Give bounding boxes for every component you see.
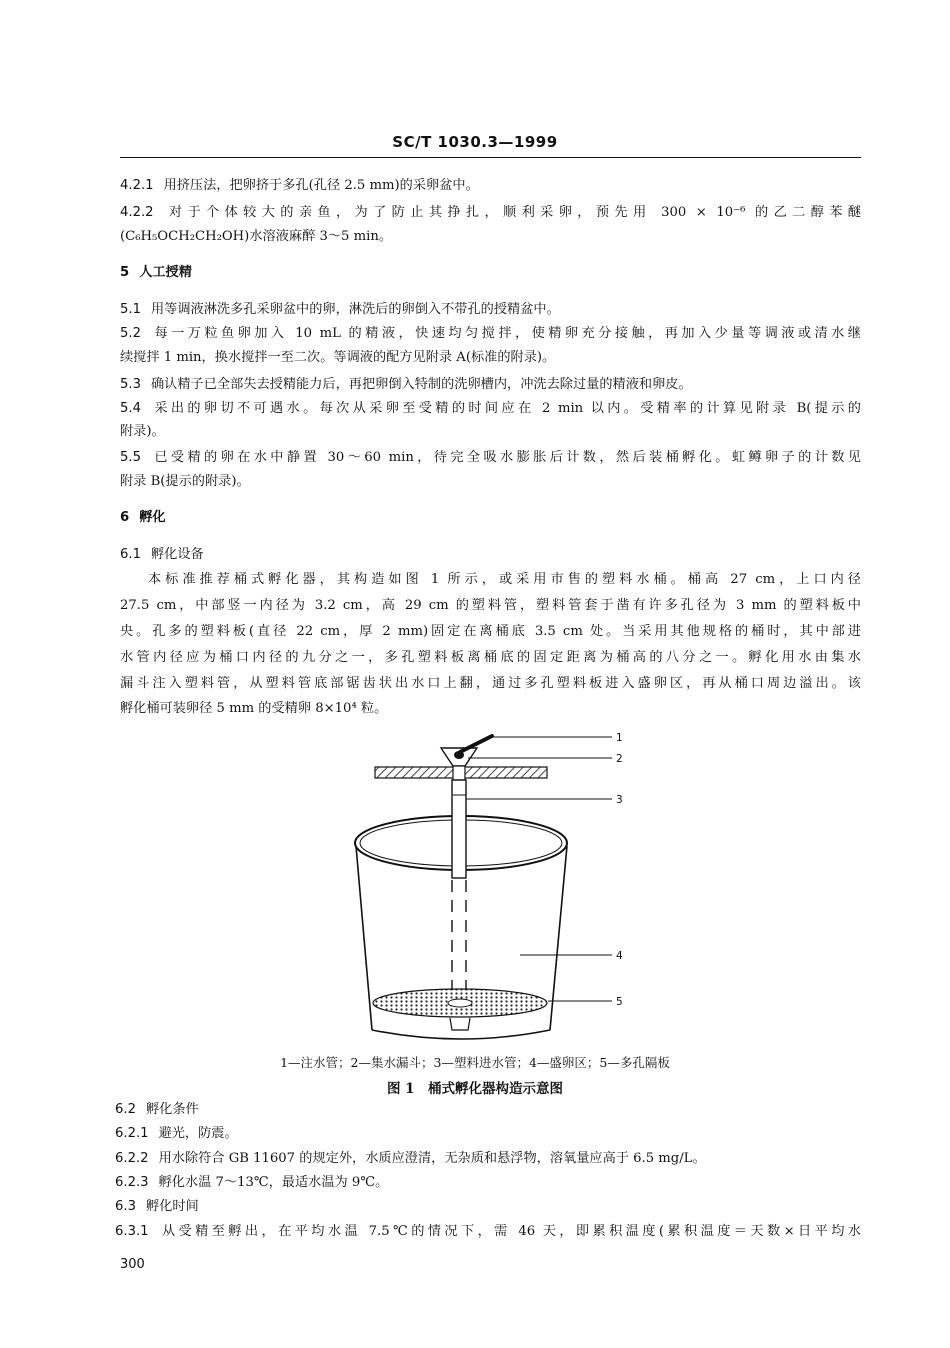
clause-6-2: 6.2 孵化条件 [115,1102,199,1117]
header-rule [120,157,861,158]
clause-6-1: 6.1 孵化设备 [120,547,204,562]
plastic-inlet-pipe [452,780,466,990]
clause-5-3: 5.3 确认精子已全部失去授精能力后，再把卵倒入特制的洗卵槽内，冲洗去除过量的精液和卵皮。 [120,377,692,392]
callout-1: 1 [616,732,623,744]
body-paragraph-line-1: 本标准推荐桶式孵化器，其构造如图 1 所示，或采用市售的塑料水桶。桶高 27 cm，上口内径 [148,572,861,587]
clause-4-2-2-cont: (C₆H₅OCH₂CH₂OH)水溶液麻醉 3～5 min。 [120,229,393,244]
clause-6-2-1: 6.2.1 避光，防震。 [115,1126,238,1141]
clause-6-2-2: 6.2.2 用水除符合 GB 11607 的规定外，水质应澄清，无杂质和悬浮物，溶氧量应高于 6.5 mg/L。 [115,1151,706,1166]
body-paragraph-line-4: 水管内径应为桶口内径的九分之一，多孔塑料板离桶底的固定距离为桶高的八分之一。孵化用水由集水 [120,650,861,665]
callout-5: 5 [616,996,623,1008]
figure-title: 图 1 桶式孵化器构造示意图 [386,1081,564,1097]
clause-4-2-2: 4.2.2 对于个体较大的亲鱼，为了防止其挣扎，顺利采卵，预先用 300 × 10⁻⁶ 的乙二醇苯醚 [120,205,861,220]
body-paragraph-line-6: 孵化桶可装卵径 5 mm 的受精卵 8×10⁴ 粒。 [120,701,388,716]
clause-5-4-cont: 附录)。 [120,424,165,439]
section-6-heading: 6 孵化 [120,510,166,525]
callout-2: 2 [616,753,623,765]
callout-3: 3 [616,794,623,806]
page-number: 300 [120,1257,145,1272]
clause-5-2: 5.2 每一万粒鱼卵加入 10 mL 的精液，快速均匀搅拌，使精卵充分接触，再加入少量等调液或清水继 [120,326,861,341]
figure-legend: 1—注水管；2—集水漏斗；3—塑料进水管；4—盛卵区；5—多孔隔板 [280,1055,670,1070]
clause-6-2-3: 6.2.3 孵化水温 7～13℃，最适水温为 9℃。 [115,1175,389,1190]
document-code-header: SC/T 1030.3—1999 [392,133,558,151]
callout-4: 4 [616,950,623,962]
clause-5-1: 5.1 用等调液淋洗多孔采卵盆中的卵，淋洗后的卵倒入不带孔的授精盆中。 [120,302,560,317]
clause-4-2-1: 4.2.1 用挤压法，把卵挤于多孔(孔径 2.5 mm)的采卵盆中。 [120,178,479,193]
bucket-hatcher-diagram [0,720,950,1050]
body-paragraph-line-5: 漏斗注入塑料管，从塑料管底部锯齿状出水口上翻，通过多孔塑料板进入盛卵区，再从桶口周边溢出。该 [120,676,861,691]
section-5-heading: 5 人工授精 [120,265,192,280]
clause-6-3: 6.3 孵化时间 [115,1199,199,1214]
clause-5-5-cont: 附录 B(提示的附录)。 [120,474,250,489]
body-paragraph-line-3: 央。孔多的塑料板(直径 22 cm，厚 2 mm)固定在离桶底 3.5 cm 处。当采用其他规格的桶时，其中部进 [120,624,861,639]
clause-6-3-1: 6.3.1 从受精至孵出，在平均水温 7.5℃的情况下，需 46 天，即累积温度(累积温度＝天数×日平均水 [115,1224,861,1239]
perforated-plate [373,989,547,1030]
clause-5-2-cont: 续搅拌 1 min，换水搅拌一至二次。等调液的配方见附录 A(标准的附录)。 [120,350,556,365]
clause-5-5: 5.5 已受精的卵在水中静置 30～60 min，待完全吸水膨胀后计数，然后装桶孵化。虹鳟卵子的计数见 [120,450,861,465]
body-paragraph-line-2: 27.5 cm，中部竖一内径为 3.2 cm，高 29 cm 的塑料管，塑料管套于凿有许多孔径为 3 mm 的塑料板中 [120,598,861,613]
clause-5-4: 5.4 采出的卵切不可遇水。每次从采卵至受精的时间应在 2 min 以内。受精率的计算见附录 B(提示的 [120,401,861,416]
